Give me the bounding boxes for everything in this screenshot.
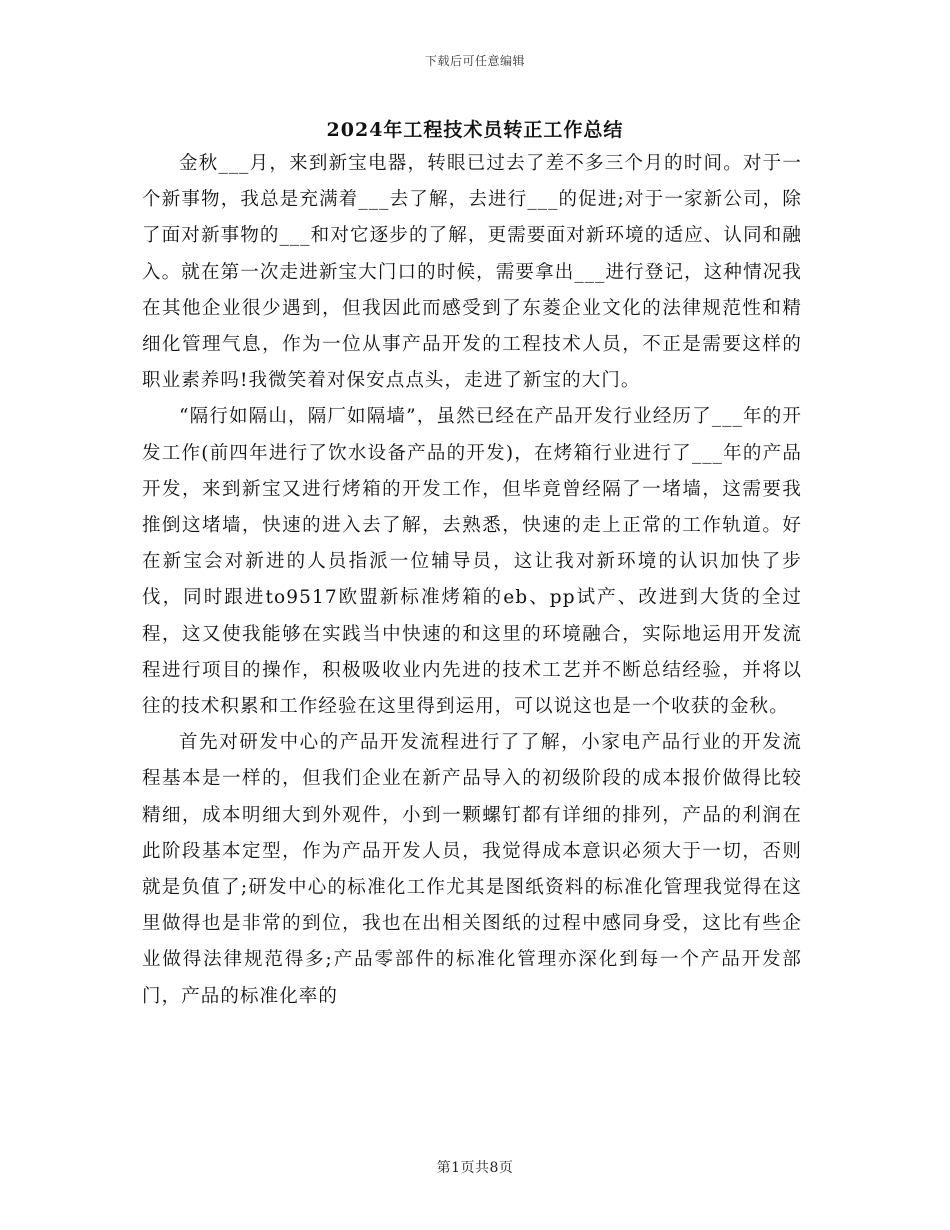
document-title: 2024年工程技术员转正工作总结 (326, 119, 624, 141)
body-paragraph: 金秋___月，来到新宝电器，转眼已过去了差不多三个月的时间。对于一个新事物，我总是充满着___去了解，去进行___的促进;对于一家新公司，除了面对新事物的___和对它逐步的了解，更需要面对新环境的适应、认同和融入。就在第一次走进新宝大门口的时候，需要拿出___进行登记，这种情况我在其他企业很少遇到，但我因此而感受到了东菱企业文化的法律规范性和精细化管理气息，作为一位从事产品开发的工程技术人员，不正是需要这样的职业素养吗!我微笑着对保安点点头，走进了新宝的大门。 (142, 153, 802, 392)
page-header-note: 下载后可任意编辑 (424, 54, 525, 68)
body-paragraph: “隔行如隔山，隔厂如隔墙”，虽然已经在产品开发行业经历了___年的开发工作(前四年进行了饮水设备产品的开发)，在烤箱行业进行了___年的产品开发，来到新宝又进行烤箱的开发工作，但毕竟曾经隔了一堵墙，这需要我推倒这堵墙，快速的进入去了解，去熟悉，快速的走上正常的工作轨道。好在新宝会对新进的人员指派一位辅导员，这让我对新环境的认识加快了步伐，同时跟进to9517欧盟新标准烤箱的eb、pp试产、改进到大货的全过程，这又使我能够在实践当中快速的和这里的环境融合，实际地运用开发流程进行项目的操作，积极吸收业内先进的技术工艺并不断总结经验，并将以往的技术积累和工作经验在这里得到运用，可以说这也是一个收获的金秋。 (142, 406, 802, 718)
body-paragraph: 首先对研发中心的产品开发流程进行了了解，小家电产品行业的开发流程基本是一样的，但我们企业在新产品导入的初级阶段的成本报价做得比较精细，成本明细大到外观件，小到一颗螺钉都有详细的排列，产品的利润在此阶段基本定型，作为产品开发人员，我觉得成本意识必须大于一切，否则就是负值了;研发中心的标准化工作尤其是图纸资料的标准化管理我觉得在这里做得也是非常的到位，我也在出相关图纸的过程中感同身受，这比有些企业做得法律规范得多;产品零部件的标准化管理亦深化到每一个产品开发部门，产品的标准化率的 (142, 732, 802, 1007)
page-number-footer: 第1页共8页 (436, 1160, 514, 1176)
document-body (142, 146, 802, 1015)
